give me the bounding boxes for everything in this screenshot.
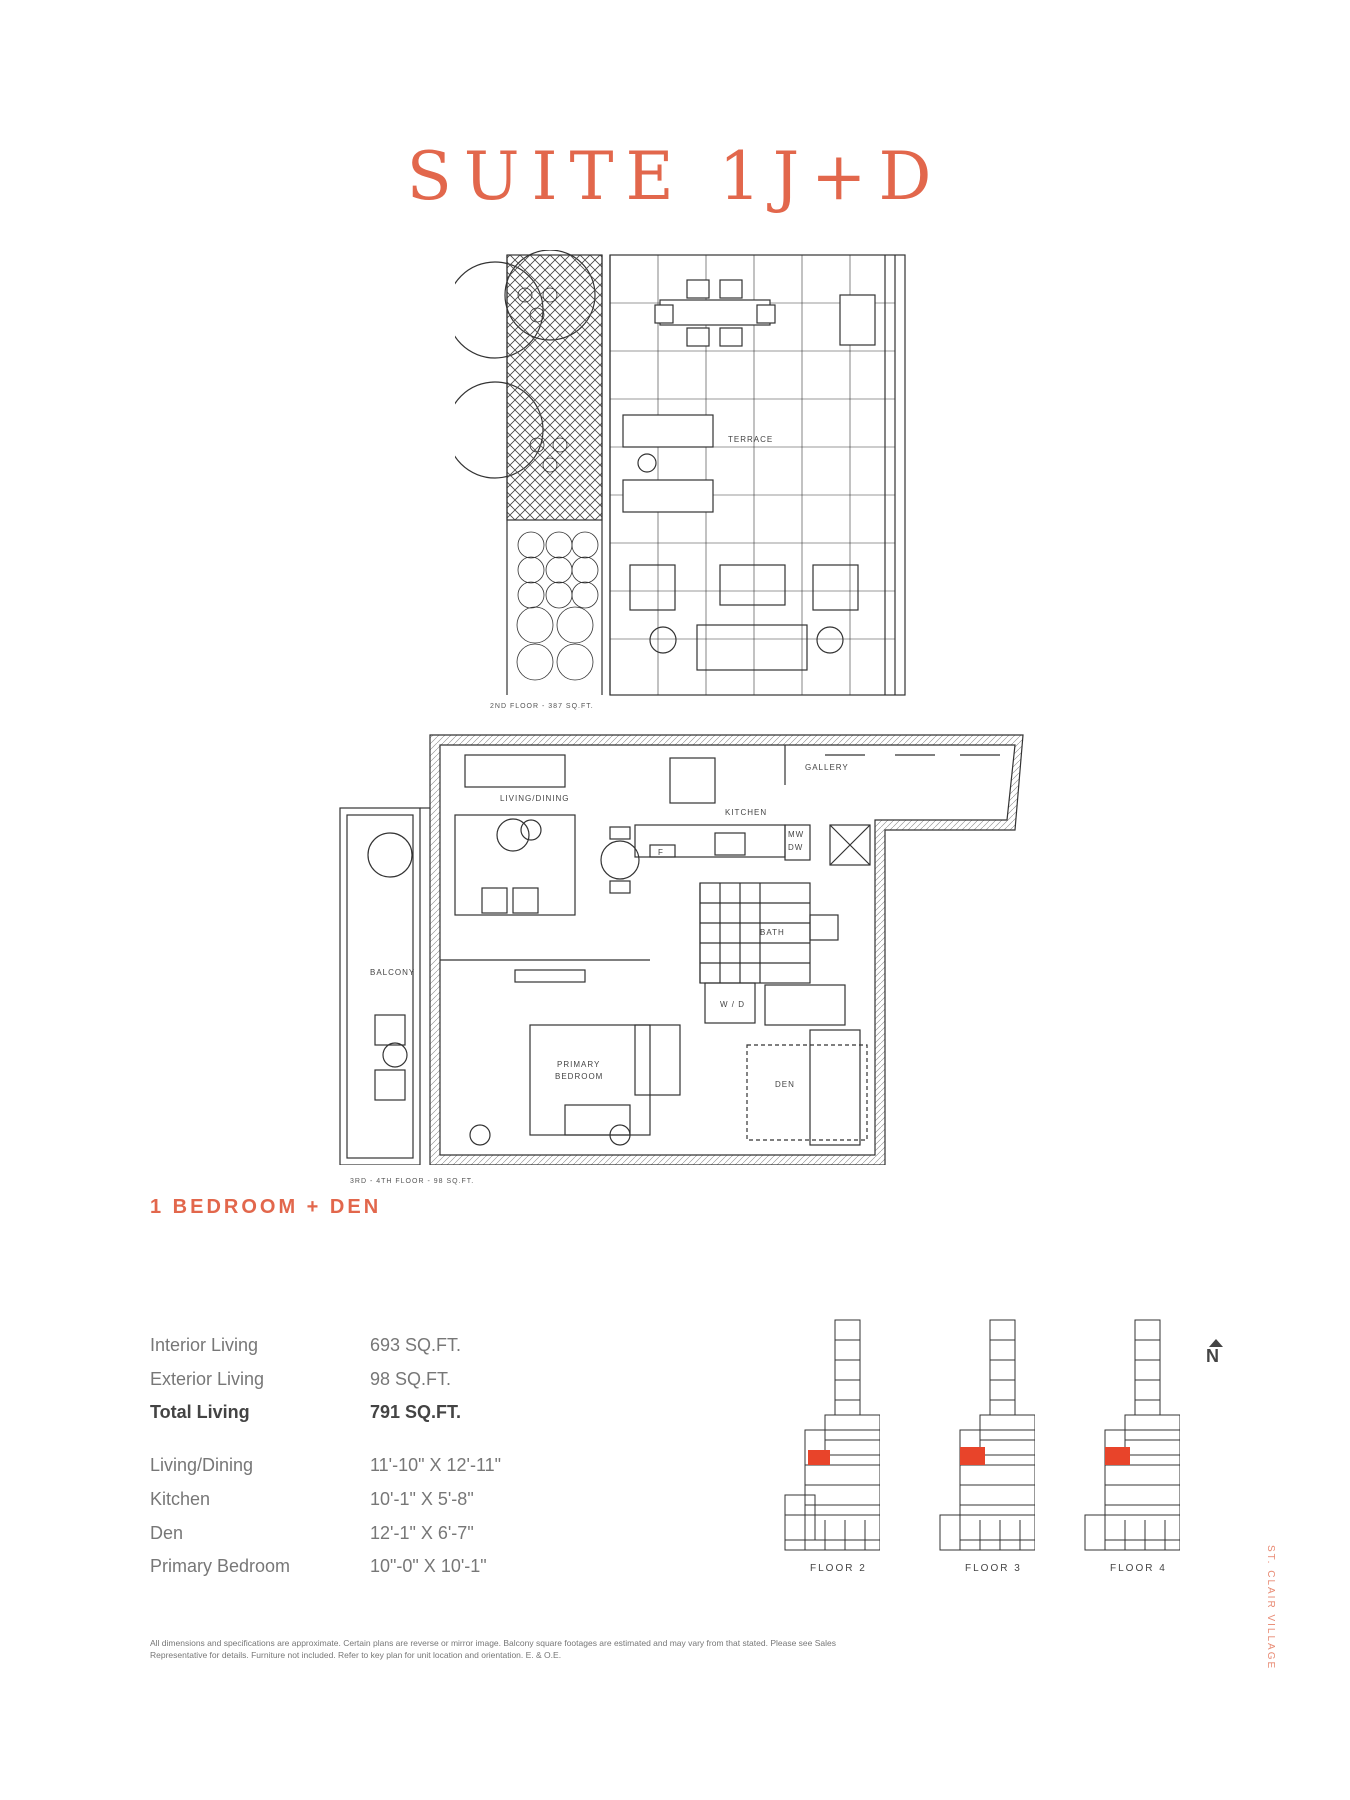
washer-dryer-label: W / D (720, 1000, 745, 1009)
bath-label: BATH (760, 928, 785, 937)
balcony-label: BALCONY (370, 968, 416, 977)
terrace-label: TERRACE (728, 435, 774, 444)
living-dining-label: LIVING/DINING (500, 794, 570, 803)
spec-total-living (150, 1402, 550, 1426)
spec-primary-bedroom (150, 1556, 550, 1580)
upper-floor-caption: 2ND FLOOR - 387 SQ.FT. (490, 703, 594, 710)
brand-vertical-text: ST. CLAIR VILLAGE (1265, 1545, 1276, 1671)
spec-label: Living/Dining (150, 1455, 254, 1475)
lower-floor-caption: 3RD - 4TH FLOOR - 98 SQ.FT. (350, 1178, 475, 1185)
spec-label: Exterior Living (150, 1369, 265, 1389)
microwave-label: MW (788, 830, 805, 839)
kitchen-label: KITCHEN (725, 808, 768, 817)
keyplan-floor-2 (780, 1315, 880, 1555)
suite-title: SUITE 1J+D (406, 138, 944, 215)
spec-kitchen (150, 1489, 550, 1513)
spec-label: Total Living (150, 1402, 250, 1422)
spec-value: 693 SQ.FT. (370, 1335, 462, 1355)
fridge-label: F (658, 848, 664, 857)
primary-bedroom-label-line2: BEDROOM (555, 1072, 604, 1081)
dishwasher-label: DW (788, 843, 804, 852)
spec-value: 11'-10" X 12'-11" (370, 1455, 502, 1475)
den-label: DEN (775, 1080, 795, 1089)
gallery-label: GALLERY (805, 763, 849, 772)
spec-den (150, 1523, 550, 1547)
spec-interior-living (150, 1335, 550, 1359)
keyplan-label-floor-2: FLOOR 2 (810, 1563, 867, 1574)
suite-floor-plan (335, 725, 1035, 1165)
spec-label: Den (150, 1523, 184, 1543)
keyplan-label-floor-4: FLOOR 4 (1110, 1563, 1167, 1574)
spec-exterior-living (150, 1369, 550, 1393)
primary-bedroom-label-line1: PRIMARY (557, 1060, 601, 1069)
spec-value: 791 SQ.FT. (370, 1402, 462, 1422)
keyplan-floor-4 (1080, 1315, 1180, 1555)
spec-label: Primary Bedroom (150, 1556, 291, 1576)
terrace-floor-plan (455, 250, 915, 700)
keyplan-floor-3 (935, 1315, 1035, 1555)
spec-value: 10'-1" X 5'-8" (370, 1489, 474, 1509)
unit-type: 1 BEDROOM + DEN (150, 1196, 382, 1218)
spec-value: 10"-0" X 10'-1" (370, 1556, 487, 1576)
spec-value: 98 SQ.FT. (370, 1369, 452, 1389)
spec-living-dining (150, 1455, 550, 1479)
disclaimer: All dimensions and specifications are approximate. Certain plans are reverse or mirror image. Balcony square footages are estimated and may vary from that stated. Please see Sales Representative for details. Furniture not included. Refer to key plan for unit location and orientation. E. & O.E. (150, 1638, 837, 1660)
spec-label: Interior Living (150, 1335, 259, 1355)
spec-label: Kitchen (150, 1489, 211, 1509)
spec-value: 12'-1" X 6'-7" (370, 1523, 474, 1543)
north-label: N (1206, 1346, 1219, 1366)
keyplan-label-floor-3: FLOOR 3 (965, 1563, 1022, 1574)
